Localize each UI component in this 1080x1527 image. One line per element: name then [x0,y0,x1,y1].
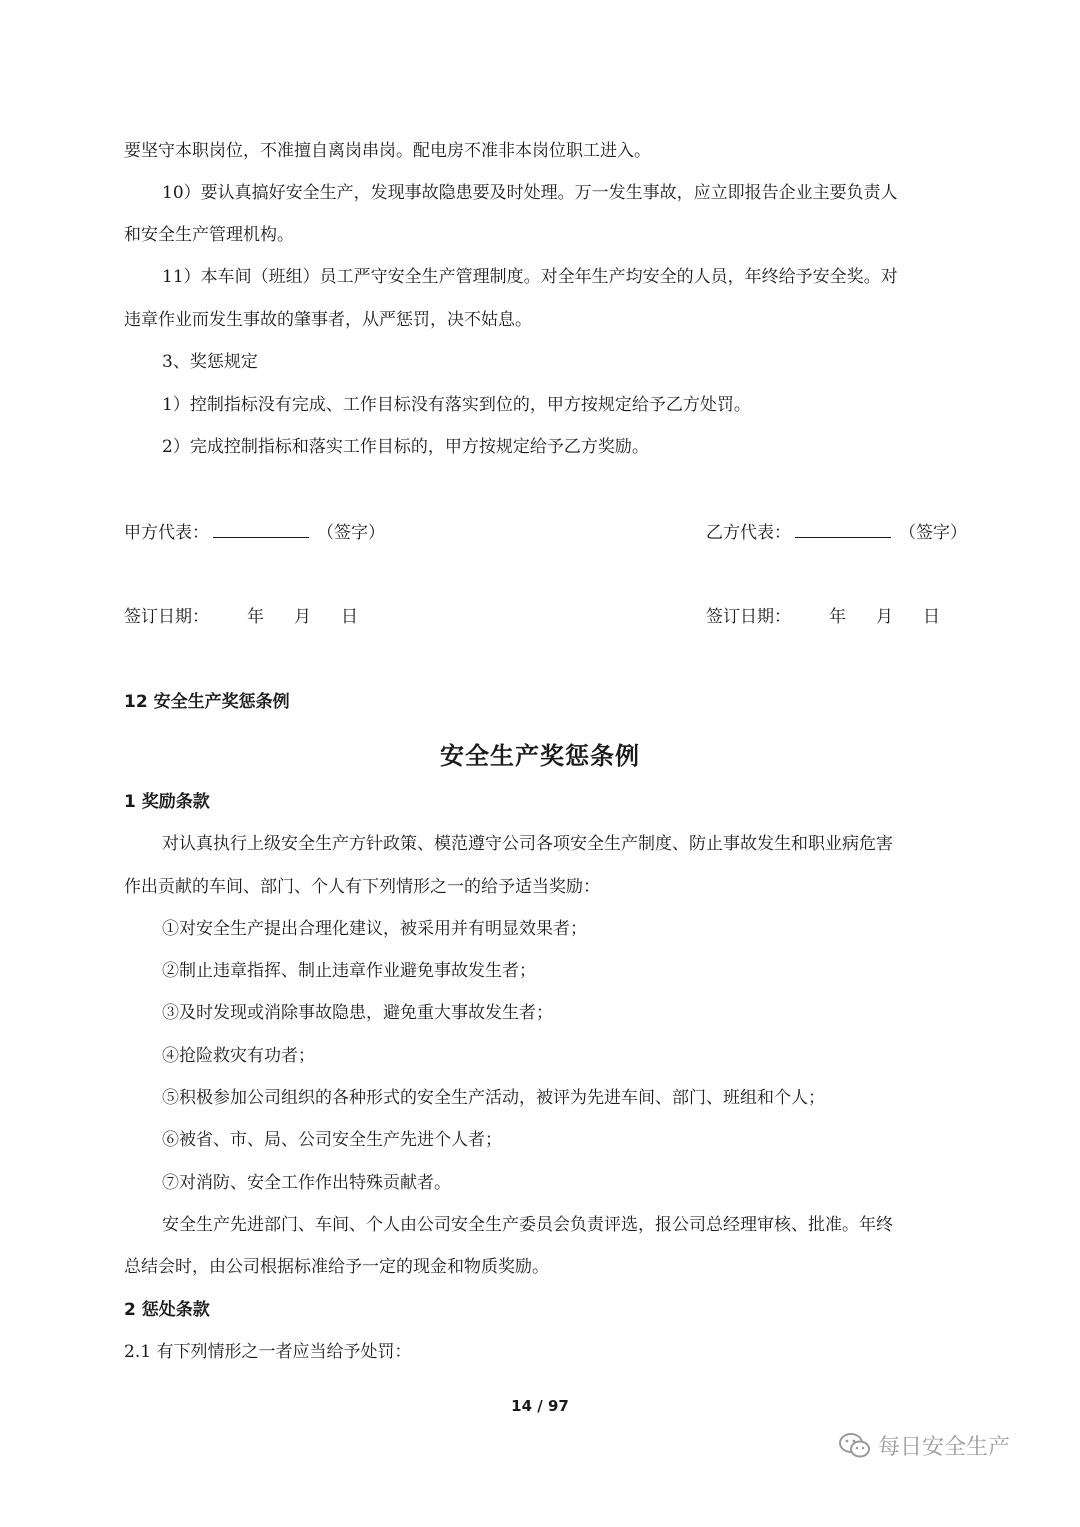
month-label: 月 [876,607,893,627]
month-label: 月 [294,607,311,627]
list-item: ④抢险救灾有功者； [162,1046,315,1066]
paragraph-line: 2）完成控制指标和落实工作目标的，甲方按规定给予乙方奖励。 [162,437,649,457]
paragraph-line: 11）本车间（班组）员工严守安全生产管理制度。对全年生产均安全的人员，年终给予安全奖。对 [162,267,898,287]
day-label: 日 [923,607,940,627]
list-item: ③及时发现或消除事故隐患，避免重大事故发生者； [162,1003,553,1023]
party-a-label: 甲方代表： [124,523,209,543]
paragraph-line: 要坚守本职岗位，不准擅自离岗串岗。配电房不准非本岗位职工进入。 [124,141,651,161]
party-b-label: 乙方代表： [706,523,791,543]
paragraph-line: 对认真执行上级安全生产方针政策、模范遵守公司各项安全生产制度、防止事故发生和职业病危害 [162,834,893,854]
party-a-sign-line[interactable] [213,521,309,538]
list-item: ⑤积极参加公司组织的各种形式的安全生产活动，被评为先进车间、部门、班组和个人； [162,1088,825,1108]
section-heading: 12 安全生产奖惩条例 [124,692,290,712]
watermark-text: 每日安全生产 [878,1435,1011,1460]
penalty-heading: 2 惩处条款 [124,1300,210,1320]
penalty-subheading: 2.1 有下列情形之一者应当给予处罚： [124,1342,412,1362]
paragraph-line: 总结会时，由公司根据标准给予一定的现金和物质奖励。 [124,1257,549,1277]
party-b-signature [706,521,967,544]
date-label: 签订日期： [706,607,791,627]
list-item: ①对安全生产提出合理化建议，被采用并有明显效果者； [162,919,587,939]
list-item: ②制止违章指挥、制止违章作业避免事故发生者； [162,961,536,981]
day-label: 日 [341,607,358,627]
party-b-sign-line[interactable] [795,521,891,538]
year-label: 年 [829,607,846,627]
paragraph-line: 3、奖惩规定 [162,352,258,372]
page-number: 14 / 97 [511,1397,569,1415]
list-item: ⑦对消防、安全工作作出特殊贡献者。 [162,1173,451,1193]
sign-note: （签字） [899,523,967,543]
paragraph-line: 安全生产先进部门、车间、个人由公司安全生产委员会负责评选，报公司总经理审核、批准。年终 [162,1215,893,1235]
wechat-icon [838,1432,872,1460]
watermark [838,1430,1010,1461]
party-b-date [706,606,940,628]
year-label: 年 [247,607,264,627]
date-label: 签订日期： [124,607,209,627]
paragraph-line: 违章作业而发生事故的肇事者，从严惩罚，决不姑息。 [124,310,532,330]
document-title: 安全生产奖惩条例 [440,742,640,770]
party-a-date [124,606,358,628]
list-item: ⑥被省、市、局、公司安全生产先进个人者； [162,1130,502,1150]
paragraph-line: 和安全生产管理机构。 [124,225,294,245]
sign-note: （签字） [317,523,385,543]
paragraph-line: 1）控制指标没有完成、工作目标没有落实到位的，甲方按规定给予乙方处罚。 [162,395,751,415]
paragraph-line: 作出贡献的车间、部门、个人有下列情形之一的给予适当奖励： [124,877,600,897]
paragraph-line: 10）要认真搞好安全生产，发现事故隐患要及时处理。万一发生事故，应立即报告企业主要负责人 [162,183,898,203]
party-a-signature [124,521,385,544]
reward-heading: 1 奖励条款 [124,792,210,812]
